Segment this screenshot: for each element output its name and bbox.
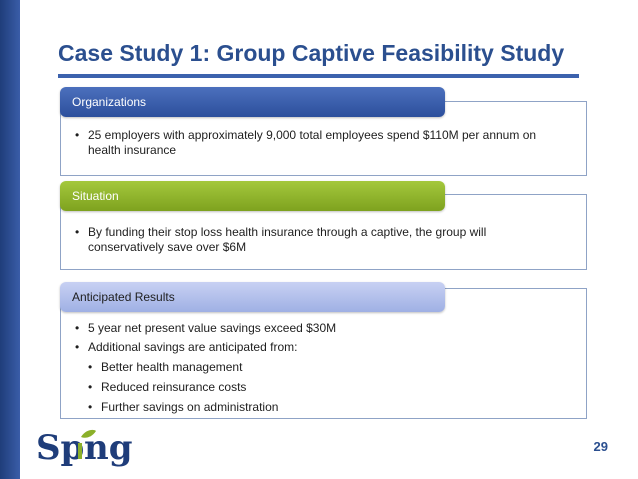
anticipated-results-tab: Anticipated Results [60, 282, 445, 312]
situation-list [75, 225, 545, 255]
slide-title: Case Study 1: Group Captive Feasibility Study [58, 40, 565, 66]
left-accent-bar [0, 0, 20, 479]
sub-list-item: • Better health management [88, 360, 545, 375]
organizations-tab: Organizations [60, 87, 445, 117]
spring-logo [36, 427, 132, 469]
sub-list-item: • Reduced reinsurance costs [88, 380, 545, 395]
svg-text:ng: ng [84, 428, 132, 468]
list-item: • Additional savings are anticipated from: [75, 340, 545, 355]
title-underline [58, 74, 579, 78]
situation-tab: Situation [60, 181, 445, 211]
list-item: • By funding their stop loss health insurance through a captive, the group will conservatively save over $6M [75, 225, 545, 255]
page-number: 29 [593, 439, 608, 454]
sub-list-item: • Further savings on administration [88, 400, 545, 415]
list-item: • 5 year net present value savings exceed $30M [75, 321, 545, 336]
anticipated-results-list [75, 321, 545, 415]
organizations-list [75, 128, 545, 158]
svg-text:Sp: Sp [36, 428, 85, 468]
leaf-icon [36, 427, 132, 469]
list-item: • 25 employers with approximately 9,000 total employees spend $110M per annum on health insurance [75, 128, 545, 158]
